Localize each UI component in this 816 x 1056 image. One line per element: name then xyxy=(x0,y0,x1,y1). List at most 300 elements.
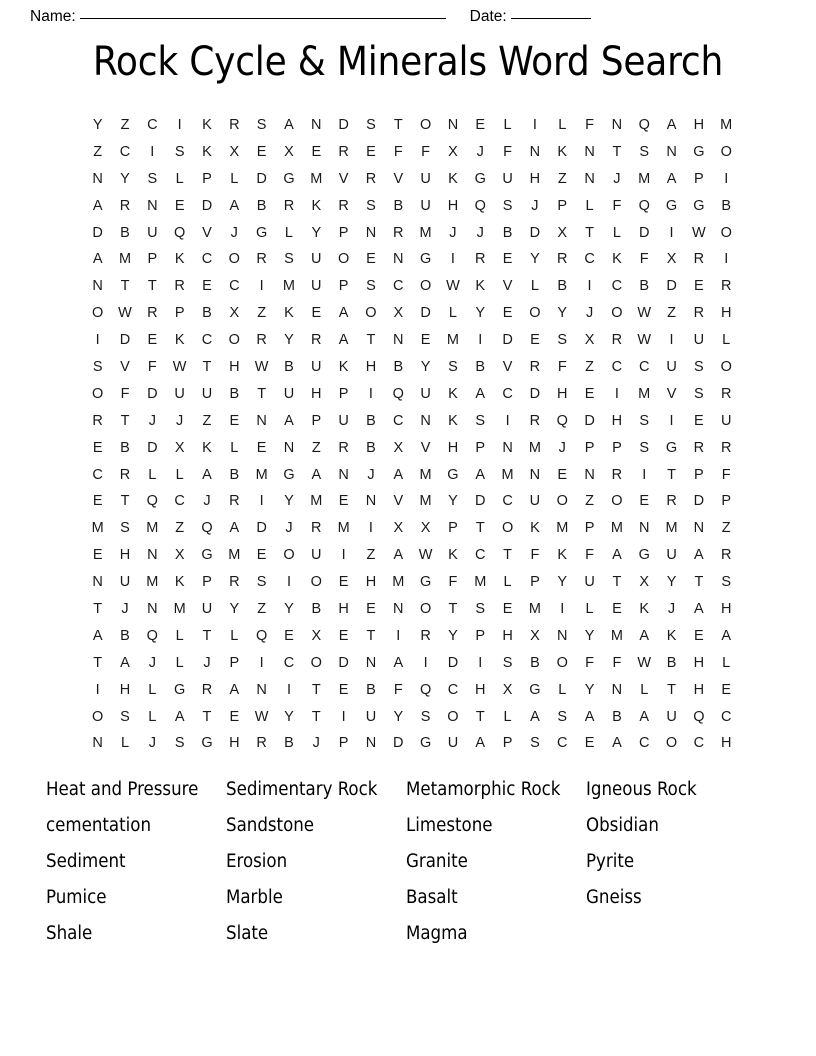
grid-letter[interactable]: Q xyxy=(419,681,432,698)
grid-letter[interactable]: S xyxy=(557,332,568,349)
grid-letter[interactable]: K xyxy=(202,439,212,456)
grid-letter[interactable]: W xyxy=(172,359,187,376)
grid-letter[interactable]: P xyxy=(147,251,158,268)
grid-letter[interactable]: K xyxy=(448,170,458,187)
grid-letter[interactable]: E xyxy=(202,278,212,295)
grid-letter[interactable]: K xyxy=(448,385,458,402)
grid-letter[interactable]: P xyxy=(502,735,513,752)
grid-letter[interactable]: B xyxy=(311,601,322,618)
grid-letter[interactable]: I xyxy=(642,466,647,483)
word-bank-item[interactable]: Basalt xyxy=(406,886,458,908)
grid-letter[interactable]: O xyxy=(228,251,240,268)
grid-letter[interactable]: S xyxy=(721,574,732,591)
grid-letter[interactable]: A xyxy=(92,251,103,268)
grid-letter[interactable]: T xyxy=(612,574,622,591)
grid-letter[interactable]: D xyxy=(584,412,595,429)
grid-letter[interactable]: R xyxy=(611,332,623,349)
grid-letter[interactable]: A xyxy=(584,708,595,725)
grid-letter[interactable]: D xyxy=(92,224,103,241)
grid-letter[interactable]: A xyxy=(666,170,677,187)
grid-letter[interactable]: D xyxy=(529,224,541,241)
grid-letter[interactable]: J xyxy=(312,735,320,752)
grid-letter[interactable]: I xyxy=(669,224,674,241)
grid-letter[interactable]: X xyxy=(666,251,677,268)
grid-letter[interactable]: C xyxy=(611,278,623,295)
word-bank-item[interactable]: Shale xyxy=(46,922,93,944)
grid-letter[interactable]: N xyxy=(420,412,431,429)
grid-letter[interactable]: T xyxy=(202,359,212,376)
grid-letter[interactable]: D xyxy=(256,520,267,537)
grid-letter[interactable]: I xyxy=(95,681,100,698)
grid-letter[interactable]: K xyxy=(530,520,540,537)
grid-letter[interactable]: P xyxy=(229,654,240,671)
grid-letter[interactable]: C xyxy=(638,359,650,376)
grid-letter[interactable]: Q xyxy=(638,117,650,133)
grid-letter[interactable]: T xyxy=(694,574,704,591)
grid-letter[interactable]: R xyxy=(119,197,131,214)
grid-letter[interactable]: G xyxy=(447,466,459,483)
grid-letter[interactable]: B xyxy=(612,708,622,725)
grid-letter[interactable]: S xyxy=(639,143,650,160)
grid-letter[interactable]: T xyxy=(475,708,485,725)
grid-letter[interactable]: E xyxy=(92,493,103,510)
grid-letter[interactable]: A xyxy=(393,654,404,671)
grid-letter[interactable]: Z xyxy=(585,359,594,376)
grid-letter[interactable]: E xyxy=(338,681,349,698)
grid-letter[interactable]: U xyxy=(365,708,377,725)
grid-letter[interactable]: A xyxy=(174,708,185,725)
grid-letter[interactable]: W xyxy=(637,305,652,322)
grid-letter[interactable]: P xyxy=(311,412,322,429)
grid-letter[interactable]: L xyxy=(284,224,293,241)
grid-letter[interactable]: S xyxy=(502,197,513,214)
grid-letter[interactable]: E xyxy=(366,251,376,268)
grid-letter[interactable]: R xyxy=(557,251,568,268)
grid-letter[interactable]: E xyxy=(639,493,650,510)
grid-letter[interactable]: Y xyxy=(120,170,130,187)
grid-letter[interactable]: A xyxy=(393,547,404,564)
grid-letter[interactable]: P xyxy=(475,627,486,644)
grid-letter[interactable]: H xyxy=(311,385,322,402)
word-bank-item[interactable]: Igneous Rock xyxy=(586,779,697,800)
grid-letter[interactable]: I xyxy=(259,654,264,671)
grid-letter[interactable]: O xyxy=(365,305,377,322)
word-bank-item[interactable]: Sandstone xyxy=(226,814,315,836)
grid-letter[interactable]: A xyxy=(229,197,240,214)
grid-letter[interactable]: K xyxy=(557,143,568,160)
grid-letter[interactable]: S xyxy=(366,117,376,133)
grid-letter[interactable]: H xyxy=(693,654,705,671)
grid-letter[interactable]: R xyxy=(147,305,158,322)
grid-letter[interactable]: B xyxy=(256,197,267,214)
grid-letter[interactable]: L xyxy=(503,574,512,591)
grid-letter[interactable]: L xyxy=(230,439,239,456)
grid-letter[interactable]: I xyxy=(368,385,373,402)
grid-letter[interactable]: O xyxy=(310,654,322,671)
grid-letter[interactable]: Q xyxy=(556,412,568,429)
grid-letter[interactable]: E xyxy=(256,439,267,456)
grid-letter[interactable]: N xyxy=(529,466,541,483)
grid-letter[interactable]: R xyxy=(529,412,541,429)
grid-letter[interactable]: M xyxy=(118,251,132,268)
grid-letter[interactable]: C xyxy=(283,654,295,671)
grid-letter[interactable]: K xyxy=(174,332,185,349)
grid-letter[interactable]: B xyxy=(639,278,650,295)
grid-letter[interactable]: F xyxy=(393,143,403,160)
grid-letter[interactable]: I xyxy=(286,574,291,591)
grid-letter[interactable]: U xyxy=(666,359,677,376)
grid-letter[interactable]: T xyxy=(311,708,321,725)
grid-letter[interactable]: V xyxy=(502,359,513,376)
grid-letter[interactable]: C xyxy=(475,547,486,564)
grid-letter[interactable]: T xyxy=(120,493,130,510)
grid-letter[interactable]: X xyxy=(393,439,404,456)
grid-letter[interactable]: B xyxy=(530,654,540,671)
grid-letter[interactable]: B xyxy=(366,412,376,429)
grid-letter[interactable]: R xyxy=(229,493,240,510)
grid-letter[interactable]: I xyxy=(259,493,264,510)
grid-letter[interactable]: C xyxy=(92,466,103,483)
grid-letter[interactable]: F xyxy=(721,466,731,483)
grid-letter[interactable]: S xyxy=(120,708,130,725)
grid-letter[interactable]: A xyxy=(666,117,677,133)
grid-letter[interactable]: B xyxy=(120,224,130,241)
grid-letter[interactable]: U xyxy=(666,547,677,564)
grid-letter[interactable]: K xyxy=(639,601,650,618)
grid-letter[interactable]: G xyxy=(693,143,705,160)
grid-letter[interactable]: E xyxy=(420,332,431,349)
grid-letter[interactable]: A xyxy=(92,197,103,214)
grid-letter[interactable]: W xyxy=(692,224,706,241)
grid-letter[interactable]: J xyxy=(230,224,238,241)
grid-letter[interactable]: F xyxy=(585,117,594,133)
grid-letter[interactable]: E xyxy=(530,332,540,349)
grid-letter[interactable]: U xyxy=(201,385,213,402)
grid-letter[interactable]: T xyxy=(93,601,103,618)
grid-letter[interactable]: C xyxy=(447,681,459,698)
grid-letter[interactable]: M xyxy=(310,493,323,510)
grid-letter[interactable]: S xyxy=(120,520,130,537)
grid-letter[interactable]: O xyxy=(419,278,432,295)
grid-letter[interactable]: G xyxy=(283,170,295,187)
grid-letter[interactable]: I xyxy=(532,117,537,133)
grid-letter[interactable]: R xyxy=(338,439,349,456)
grid-letter[interactable]: L xyxy=(148,708,157,725)
grid-letter[interactable]: E xyxy=(502,305,513,322)
grid-letter[interactable]: P xyxy=(557,197,568,214)
grid-letter[interactable]: E xyxy=(557,466,568,483)
grid-letter[interactable]: R xyxy=(475,251,486,268)
grid-letter[interactable]: R xyxy=(529,359,541,376)
grid-letter[interactable]: S xyxy=(639,412,650,429)
grid-letter[interactable]: I xyxy=(724,251,729,268)
grid-letter[interactable]: E xyxy=(229,708,240,725)
grid-letter[interactable]: H xyxy=(229,735,240,752)
grid-letter[interactable]: Y xyxy=(92,117,103,133)
grid-letter[interactable]: S xyxy=(256,574,267,591)
grid-letter[interactable]: U xyxy=(201,601,213,618)
grid-letter[interactable]: N xyxy=(666,143,677,160)
grid-letter[interactable]: U xyxy=(720,412,732,429)
grid-letter[interactable]: J xyxy=(613,170,621,187)
grid-letter[interactable]: G xyxy=(638,547,650,564)
grid-letter[interactable]: B xyxy=(202,305,212,322)
grid-letter[interactable]: A xyxy=(92,627,103,644)
word-bank-item[interactable]: Limestone xyxy=(406,814,493,836)
grid-letter[interactable]: S xyxy=(174,735,185,752)
grid-letter[interactable]: M xyxy=(528,439,541,456)
grid-letter[interactable]: G xyxy=(255,224,268,241)
grid-letter[interactable]: Z xyxy=(257,305,267,322)
grid-letter[interactable]: E xyxy=(584,735,595,752)
grid-letter[interactable]: K xyxy=(202,117,212,133)
grid-letter[interactable]: H xyxy=(557,385,568,402)
grid-letter[interactable]: Q xyxy=(201,520,213,537)
grid-letter[interactable]: T xyxy=(120,278,130,295)
grid-letter[interactable]: L xyxy=(175,466,184,483)
grid-letter[interactable]: W xyxy=(254,708,269,725)
grid-letter[interactable]: T xyxy=(147,278,157,295)
grid-letter[interactable]: F xyxy=(147,359,157,376)
grid-letter[interactable]: A xyxy=(475,466,486,483)
grid-letter[interactable]: L xyxy=(530,278,539,295)
grid-letter[interactable]: X xyxy=(420,520,431,537)
grid-letter[interactable]: A xyxy=(229,681,240,698)
grid-letter[interactable]: H xyxy=(720,601,732,618)
grid-letter[interactable]: E xyxy=(694,278,704,295)
grid-letter[interactable]: D xyxy=(393,735,404,752)
grid-letter[interactable]: C xyxy=(229,278,240,295)
grid-letter[interactable]: V xyxy=(393,170,404,187)
grid-letter[interactable]: P xyxy=(475,439,486,456)
grid-letter[interactable]: F xyxy=(585,654,594,671)
grid-letter[interactable]: H xyxy=(611,412,623,429)
grid-letter[interactable]: Y xyxy=(393,708,404,725)
grid-letter[interactable]: Y xyxy=(448,493,458,510)
grid-letter[interactable]: N xyxy=(611,117,623,133)
grid-letter[interactable]: N xyxy=(557,627,568,644)
grid-letter[interactable]: L xyxy=(722,654,731,671)
grid-letter[interactable]: N xyxy=(447,117,459,133)
grid-letter[interactable]: U xyxy=(420,197,431,214)
grid-letter[interactable]: S xyxy=(475,601,486,618)
grid-letter[interactable]: D xyxy=(693,493,705,510)
grid-letter[interactable]: D xyxy=(529,385,541,402)
grid-letter[interactable]: N xyxy=(611,681,623,698)
grid-letter[interactable]: O xyxy=(92,305,104,322)
word-bank-item[interactable]: Sediment xyxy=(46,850,126,872)
grid-letter[interactable]: U xyxy=(447,735,459,752)
grid-letter[interactable]: E xyxy=(147,332,158,349)
grid-letter[interactable]: Z xyxy=(257,601,267,618)
grid-letter[interactable]: K xyxy=(448,412,458,429)
grid-letter[interactable]: K xyxy=(338,359,349,376)
grid-letter[interactable]: J xyxy=(476,143,484,160)
grid-letter[interactable]: T xyxy=(393,117,403,133)
grid-letter[interactable]: F xyxy=(530,547,540,564)
grid-letter[interactable]: C xyxy=(693,735,705,752)
grid-letter[interactable]: X xyxy=(530,627,540,644)
grid-letter[interactable]: O xyxy=(310,574,322,591)
grid-letter[interactable]: T xyxy=(257,385,267,402)
grid-letter[interactable]: P xyxy=(612,439,622,456)
grid-letter[interactable]: N xyxy=(338,466,349,483)
grid-letter[interactable]: N xyxy=(365,224,377,241)
grid-letter[interactable]: N xyxy=(393,332,404,349)
grid-letter[interactable]: R xyxy=(720,547,732,564)
grid-letter[interactable]: J xyxy=(203,493,211,510)
grid-letter[interactable]: M xyxy=(720,117,733,133)
grid-letter[interactable]: G xyxy=(419,735,432,752)
grid-letter[interactable]: S xyxy=(92,359,103,376)
word-bank-item[interactable]: Erosion xyxy=(226,850,288,872)
grid-letter[interactable]: B xyxy=(366,681,376,698)
grid-letter[interactable]: G xyxy=(693,197,705,214)
grid-letter[interactable]: R xyxy=(393,224,404,241)
word-bank-item[interactable]: Metamorphic Rock xyxy=(406,779,561,800)
grid-letter[interactable]: K xyxy=(557,547,568,564)
grid-letter[interactable]: U xyxy=(311,278,322,295)
grid-letter[interactable]: F xyxy=(503,143,513,160)
grid-letter[interactable]: A xyxy=(612,547,622,564)
grid-letter[interactable]: M xyxy=(337,520,350,537)
grid-letter[interactable]: W xyxy=(637,332,652,349)
grid-letter[interactable]: D xyxy=(338,117,349,133)
grid-letter[interactable]: E xyxy=(584,385,595,402)
grid-letter[interactable]: L xyxy=(175,170,184,187)
grid-letter[interactable]: L xyxy=(175,627,184,644)
grid-letter[interactable]: A xyxy=(639,627,650,644)
grid-letter[interactable]: B xyxy=(229,385,240,402)
grid-letter[interactable]: M xyxy=(638,385,651,402)
word-bank-item[interactable]: Sedimentary Rock xyxy=(226,779,378,800)
grid-letter[interactable]: E xyxy=(366,143,376,160)
grid-letter[interactable]: P xyxy=(202,574,212,591)
word-search-grid[interactable] xyxy=(84,112,740,757)
grid-letter[interactable]: H xyxy=(447,197,459,214)
grid-letter[interactable]: J xyxy=(148,412,156,429)
grid-letter[interactable]: R xyxy=(693,305,705,322)
grid-letter[interactable]: Z xyxy=(202,412,212,429)
grid-letter[interactable]: C xyxy=(720,708,732,725)
grid-letter[interactable]: G xyxy=(419,574,432,591)
grid-letter[interactable]: L xyxy=(503,117,512,133)
word-bank-item[interactable]: Pumice xyxy=(46,886,107,908)
word-bank-item[interactable]: Slate xyxy=(226,922,269,944)
name-write-in-line[interactable] xyxy=(80,18,446,19)
grid-letter[interactable]: W xyxy=(118,305,132,322)
grid-letter[interactable]: S xyxy=(530,735,540,752)
grid-letter[interactable]: E xyxy=(338,574,349,591)
grid-letter[interactable]: P xyxy=(338,278,349,295)
grid-letter[interactable]: N xyxy=(584,170,595,187)
grid-letter[interactable]: X xyxy=(311,627,322,644)
grid-letter[interactable]: P xyxy=(721,493,732,510)
grid-letter[interactable]: P xyxy=(584,520,595,537)
grid-letter[interactable]: L xyxy=(612,224,621,241)
grid-letter[interactable]: O xyxy=(283,547,295,564)
grid-letter[interactable]: R xyxy=(365,170,377,187)
grid-letter[interactable]: N xyxy=(256,412,267,429)
grid-letter[interactable]: M xyxy=(173,601,186,618)
grid-letter[interactable]: S xyxy=(639,439,650,456)
date-write-in-line[interactable] xyxy=(511,18,591,19)
grid-letter[interactable]: L xyxy=(640,681,649,698)
grid-letter[interactable]: Y xyxy=(284,332,294,349)
grid-letter[interactable]: E xyxy=(338,627,349,644)
grid-letter[interactable]: W xyxy=(418,547,433,564)
grid-letter[interactable]: Y xyxy=(284,493,294,510)
grid-letter[interactable]: F xyxy=(612,654,622,671)
grid-letter[interactable]: O xyxy=(720,359,732,376)
grid-letter[interactable]: U xyxy=(584,574,595,591)
word-bank-item[interactable]: Pyrite xyxy=(586,850,635,872)
word-bank-item[interactable]: Obsidian xyxy=(586,814,659,836)
grid-letter[interactable]: N xyxy=(638,520,650,537)
grid-letter[interactable]: Y xyxy=(284,708,294,725)
grid-letter[interactable]: F xyxy=(585,547,594,564)
grid-letter[interactable]: Y xyxy=(420,359,431,376)
grid-letter[interactable]: R xyxy=(611,466,623,483)
grid-letter[interactable]: N xyxy=(693,520,705,537)
grid-letter[interactable]: N xyxy=(529,143,541,160)
grid-letter[interactable]: Y xyxy=(284,601,294,618)
grid-letter[interactable]: I xyxy=(150,143,155,160)
grid-letter[interactable]: U xyxy=(119,574,131,591)
grid-letter[interactable]: E xyxy=(502,601,513,618)
grid-letter[interactable]: U xyxy=(420,170,431,187)
grid-letter[interactable]: X xyxy=(557,224,568,241)
grid-letter[interactable]: A xyxy=(202,466,212,483)
grid-letter[interactable]: L xyxy=(722,332,731,349)
grid-letter[interactable]: E xyxy=(366,601,376,618)
grid-letter[interactable]: Y xyxy=(475,305,486,322)
grid-letter[interactable]: P xyxy=(694,466,704,483)
grid-letter[interactable]: R xyxy=(720,385,732,402)
grid-letter[interactable]: I xyxy=(450,251,455,268)
grid-letter[interactable]: N xyxy=(92,735,103,752)
grid-letter[interactable]: P xyxy=(448,520,458,537)
grid-letter[interactable]: E xyxy=(174,197,185,214)
grid-letter[interactable]: U xyxy=(502,170,513,187)
grid-letter[interactable]: E xyxy=(92,439,103,456)
grid-letter[interactable]: X xyxy=(284,143,294,160)
grid-letter[interactable]: O xyxy=(611,493,623,510)
grid-letter[interactable]: K xyxy=(202,143,212,160)
grid-letter[interactable]: C xyxy=(502,493,513,510)
grid-letter[interactable]: I xyxy=(724,170,729,187)
grid-letter[interactable]: O xyxy=(611,305,623,322)
grid-letter[interactable]: A xyxy=(694,601,704,618)
grid-letter[interactable]: A xyxy=(475,735,486,752)
grid-letter[interactable]: L xyxy=(503,708,512,725)
grid-letter[interactable]: L xyxy=(585,197,594,214)
grid-letter[interactable]: S xyxy=(147,170,158,187)
grid-letter[interactable]: J xyxy=(148,654,156,671)
grid-letter[interactable]: Q xyxy=(693,708,705,725)
grid-letter[interactable]: E xyxy=(311,143,322,160)
grid-letter[interactable]: C xyxy=(147,117,158,133)
grid-letter[interactable]: D xyxy=(147,385,158,402)
grid-letter[interactable]: L xyxy=(148,466,157,483)
grid-letter[interactable]: I xyxy=(423,654,428,671)
grid-letter[interactable]: T xyxy=(366,627,376,644)
grid-letter[interactable]: A xyxy=(120,654,130,671)
grid-letter[interactable]: T xyxy=(448,601,458,618)
grid-letter[interactable]: N xyxy=(365,493,377,510)
grid-letter[interactable]: Q xyxy=(392,385,404,402)
grid-letter[interactable]: Q xyxy=(474,197,486,214)
